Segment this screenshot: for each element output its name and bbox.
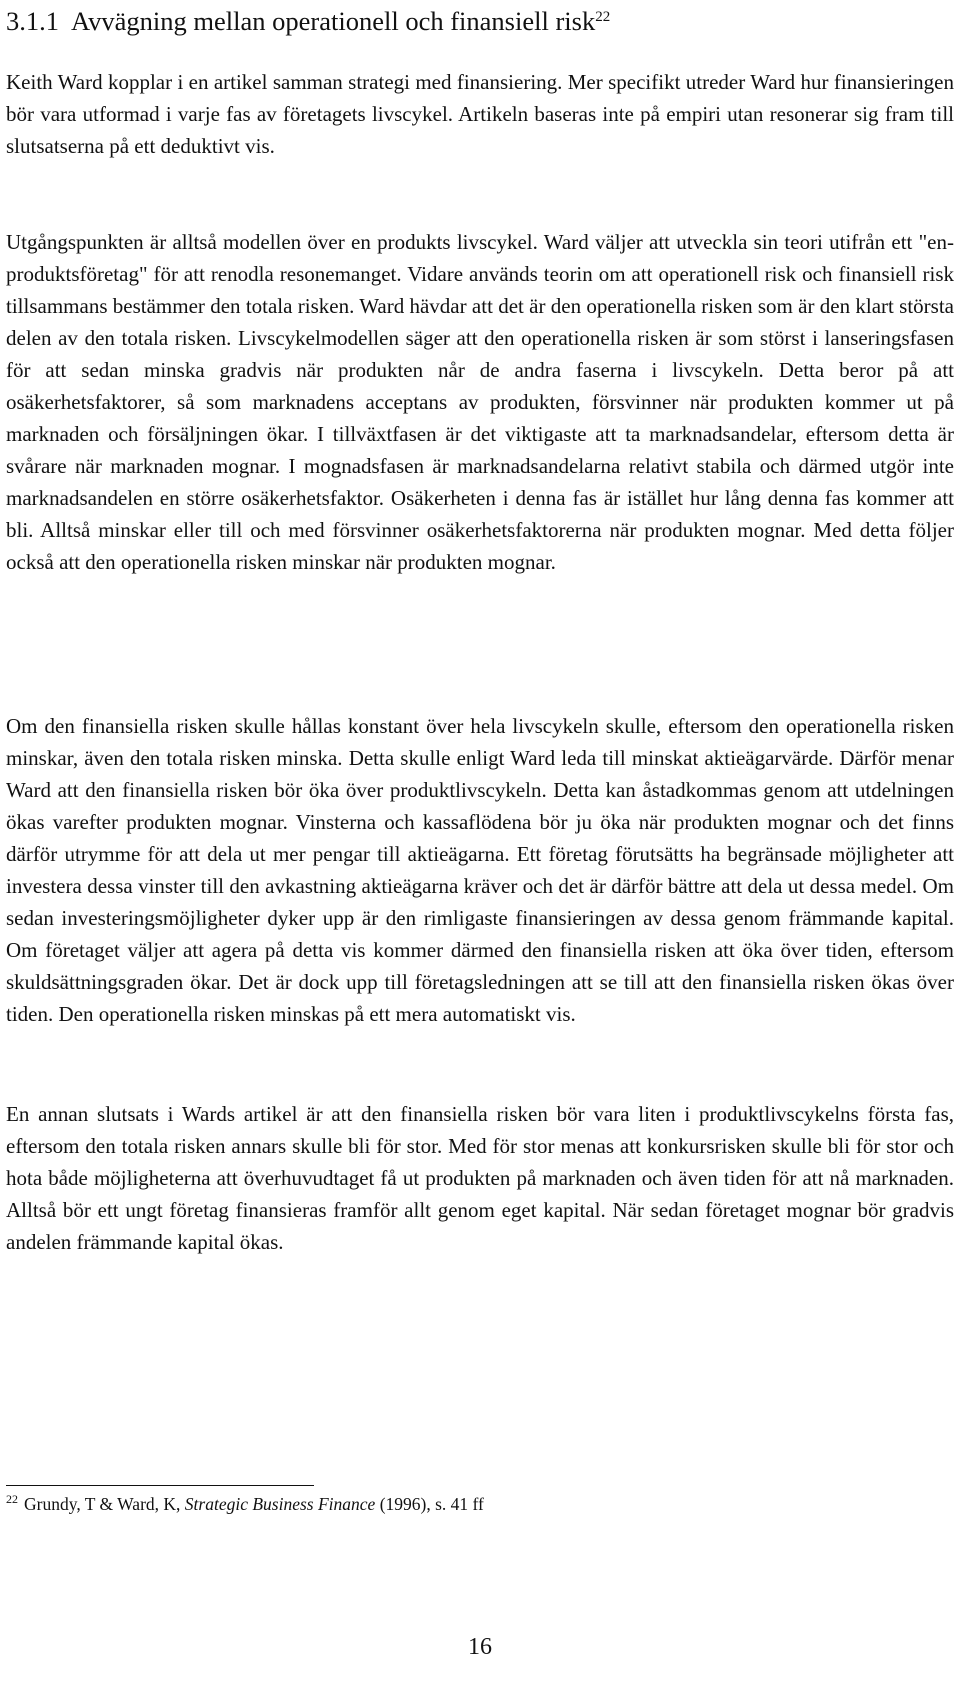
paragraph-2: Utgångspunkten är alltså modellen över en produkts livscykel. Ward väljer att utveckla sin teori utifrån ett "en-produktsföretag" för att renodla resonemanget. Vidare används teorin om att operationell risk och finansiell risk tillsammans bestämmer den totala risken. Ward hävdar att det är den operationella risken som är den klart största delen av den totala risken. Livscykelmodellen säger att den operationella risken är som störst i lanseringsfasen för att sedan minska gradvis när produkten når de andra faserna i livscykeln. Detta beror på att osäkerhetsfaktorer, så som marknadens acceptans av produkten, försvinner när produkten kommer ut på marknaden och försäljningen ökar. I tillväxtfasen är det viktigaste att ta marknadsandelar, eftersom detta är svårare när marknaden mognar. I mognadsfasen är marknadsandelarna relativt stabila och därmed utgör inte marknadsandelen en större osäkerhetsfaktor. Osäkerheten i denna fas är istället hur lång denna fas kommer att bli. Alltså minskar eller till och med försvinner osäkerhetsfaktorerna när produkten mognar. Med detta följer också att den operationella risken minskar när produkten mognar.: [6, 230, 954, 574]
footnote-book-title: Strategic Business Finance: [184, 1494, 376, 1514]
footnote-authors: Grundy, T & Ward, K,: [24, 1494, 181, 1514]
section-footnote-ref: 22: [595, 9, 611, 25]
paragraph-3: Om den finansiella risken skulle hållas konstant över hela livscykeln skulle, eftersom den operationella risken minskar, även den totala risken minska. Detta skulle enligt Ward leda till minskat aktieägarvärde. Därför menar Ward att den finansiella risken bör öka över produktlivscykeln. Detta kan åstadkommas genom att utdelningen ökas varefter produkten mognar. Vinsterna och kassaflödena bör ju öka när produkten mognar och det finns därför utrymme för att dela ut mer pengar till aktieägarna. Ett företag förutsätts ha begränsade möjligheter att investera dessa vinster till den avkastning aktieägarna kräver och det är därför bättre att dela ut dessa medel. Om sedan investeringsmöjligheter dyker upp är den rimligaste finansieringen av dessa genom främmande kapital. Om företaget väljer att agera på detta vis kommer därmed den finansiella risken att öka över tiden, eftersom skuldsättningsgraden ökar. Det är dock upp till företagsledningen att se till att den finansiella risken ökas över tiden. Den operationella risken minskas på ett mera automatiskt vis.: [6, 714, 954, 1026]
footnote: [6, 1492, 484, 1518]
section-heading: [6, 4, 610, 38]
footnote-details: (1996), s. 41 ff: [379, 1494, 484, 1514]
section-number: 3.1.1: [6, 6, 59, 36]
section-title: Avvägning mellan operationell och finansiell risk: [71, 6, 596, 36]
footnote-number: 22: [6, 1492, 18, 1506]
paragraph-1: Keith Ward kopplar i en artikel samman strategi med finansiering. Mer specifikt utreder Ward hur finansieringen bör vara utformad i varje fas av företagets livscykel. Artikeln baseras inte på empiri utan resonerar sig fram till slutsatserna på ett deduktivt vis.: [6, 70, 954, 158]
page-number: 16: [468, 1634, 492, 1660]
paragraph-4: En annan slutsats i Wards artikel är att den finansiella risken bör vara liten i produktlivscykelns första fas, eftersom den totala risken annars skulle bli för stor. Med för stor menas att konkursrisken skulle bli för stor och hota både möjligheterna att överhuvudtaget få ut produkten på marknaden och även tiden för att nå marknaden. Alltså bör ett ungt företag finansieras framför allt genom eget kapital. När sedan företaget mognar bör gradvis andelen främmande kapital ökas.: [6, 1102, 954, 1254]
footnote-separator: [6, 1485, 314, 1486]
